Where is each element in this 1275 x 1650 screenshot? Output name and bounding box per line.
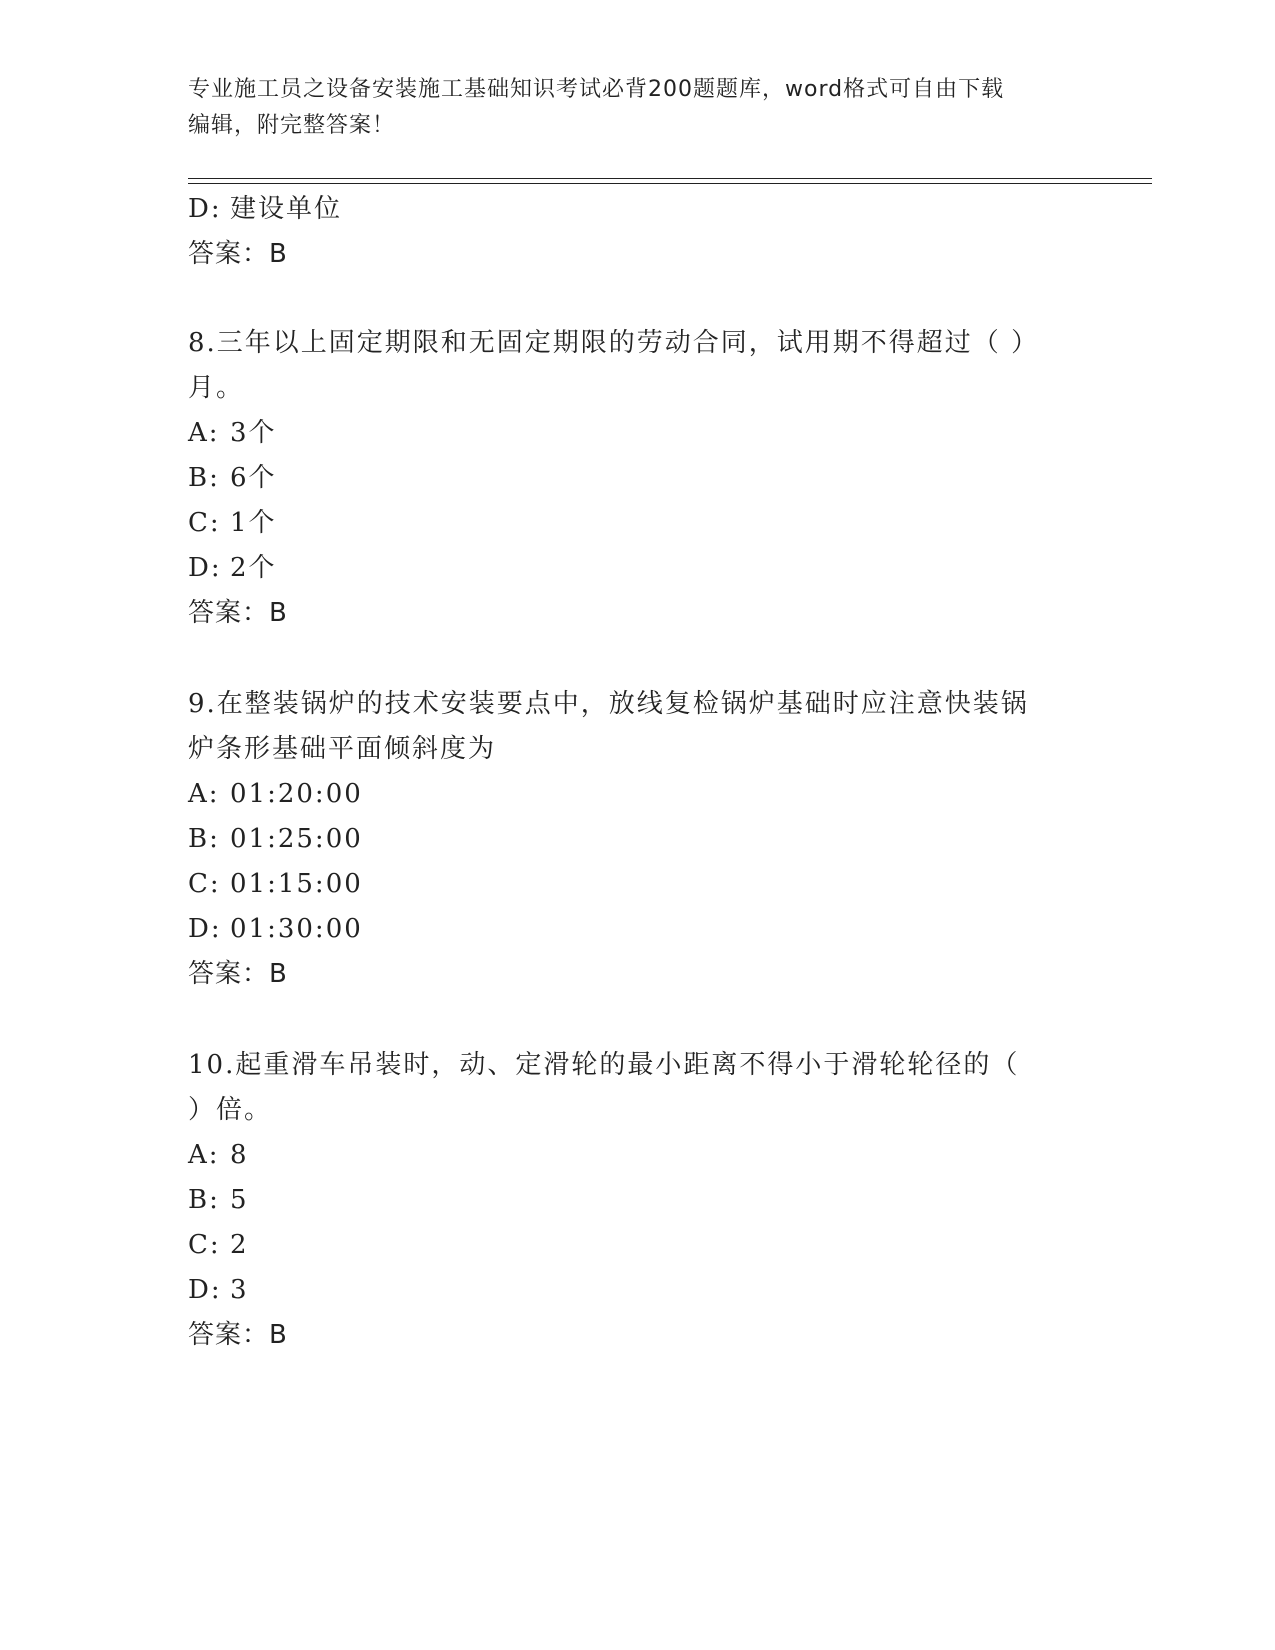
option-text: 2 — [230, 1230, 249, 1260]
question-10-text-line-2: ）倍。 — [188, 1095, 273, 1125]
option-text: 1个 — [230, 508, 277, 538]
option-label: B: — [188, 824, 220, 854]
option-text: 建设单位 — [230, 194, 343, 224]
question-8-text-line-1: 8.三年以上固定期限和无固定期限的劳动合同，试用期不得超过（ ） — [188, 328, 1040, 358]
question-10-option-b — [188, 1185, 249, 1215]
answer-line: 答案：B — [188, 239, 288, 269]
question-9-option-b — [188, 824, 363, 854]
question-9-option-a — [188, 779, 363, 809]
question-8-answer: 答案：B — [188, 598, 288, 628]
option-label: C: — [188, 508, 221, 538]
question-8-option-a — [188, 418, 277, 448]
option-text: 8 — [230, 1140, 249, 1170]
option-label: B: — [188, 463, 220, 493]
question-9-text-line-2: 炉条形基础平面倾斜度为 — [188, 734, 497, 764]
option-text: 6个 — [230, 463, 277, 493]
option-label: A: — [188, 779, 220, 809]
question-9-answer: 答案：B — [188, 959, 288, 989]
header-line-1: 专业施工员之设备安装施工基础知识考试必背200题题库，word格式可自由下载 — [188, 77, 1005, 102]
option-text: 01:30:00 — [230, 914, 363, 944]
option-d — [188, 194, 342, 224]
question-9-text-line-1: 9.在整装锅炉的技术安装要点中，放线复检锅炉基础时应注意快装锅 — [188, 689, 1029, 719]
question-8-text-line-2: 月。 — [188, 373, 245, 403]
option-text: 3 — [230, 1275, 249, 1305]
option-text: 01:20:00 — [230, 779, 363, 809]
option-label: C: — [188, 869, 221, 899]
question-9-option-d — [188, 914, 363, 944]
header-divider-top — [188, 178, 1152, 179]
option-text: 2个 — [230, 553, 277, 583]
question-10-text-line-1: 10.起重滑车吊装时，动、定滑轮的最小距离不得小于滑轮轮径的（ — [188, 1050, 1020, 1080]
option-label: D: — [188, 914, 222, 944]
question-8-option-c — [188, 508, 277, 538]
question-10-option-a — [188, 1140, 249, 1170]
question-10-option-d — [188, 1275, 249, 1305]
document-header — [188, 72, 1068, 144]
option-label: D: — [188, 194, 222, 224]
header-divider-bottom — [188, 183, 1152, 184]
option-label: D: — [188, 1275, 222, 1305]
option-text: 01:25:00 — [230, 824, 363, 854]
question-8-option-b — [188, 463, 277, 493]
option-label: A: — [188, 418, 220, 448]
question-8-option-d — [188, 553, 277, 583]
option-label: D: — [188, 553, 222, 583]
option-text: 5 — [230, 1185, 249, 1215]
question-10-answer: 答案：B — [188, 1320, 288, 1350]
question-9-option-c — [188, 869, 363, 899]
header-line-2: 编辑，附完整答案！ — [188, 113, 396, 138]
option-text: 3个 — [230, 418, 277, 448]
option-label: B: — [188, 1185, 220, 1215]
option-label: A: — [188, 1140, 220, 1170]
option-text: 01:15:00 — [230, 869, 363, 899]
question-10-option-c — [188, 1230, 249, 1260]
option-label: C: — [188, 1230, 221, 1260]
